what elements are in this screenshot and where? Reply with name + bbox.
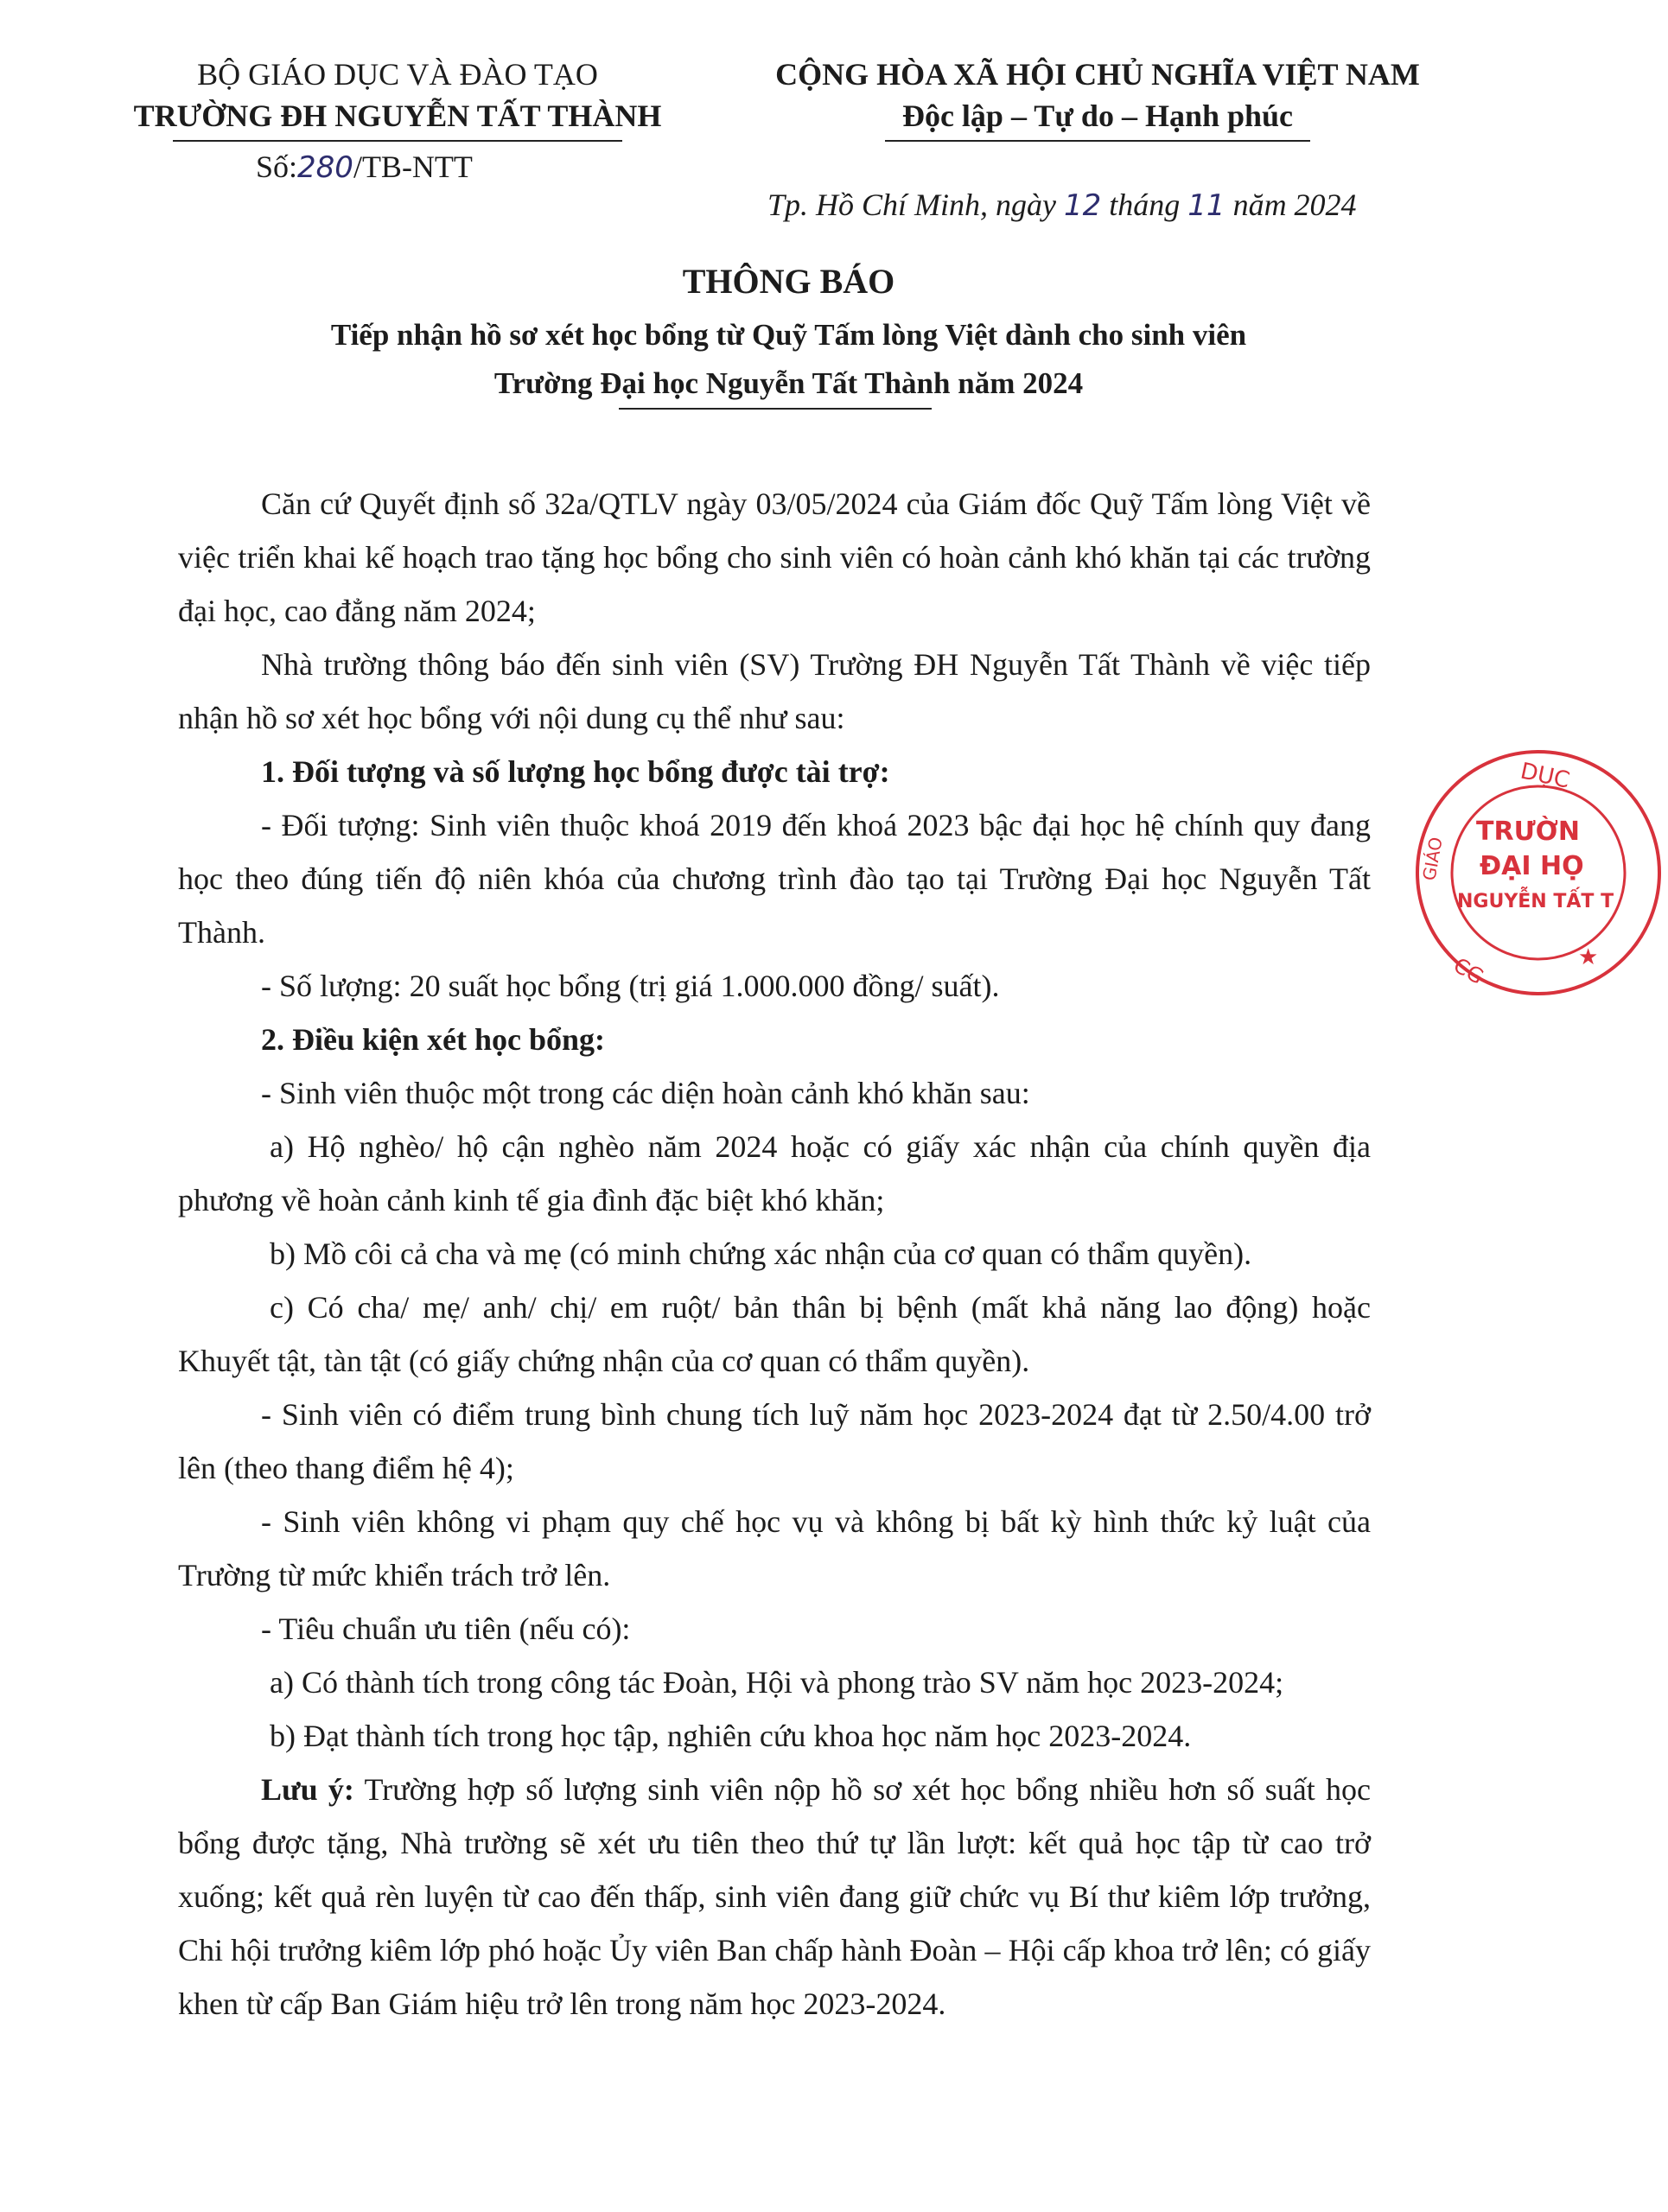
date-day-handwritten: 12 [1064, 188, 1102, 223]
nation-name: CỘNG HÒA XÃ HỘI CHỦ NGHĨA VIỆT NAM [775, 57, 1420, 92]
date-year: năm 2024 [1225, 188, 1357, 222]
seal-line-3: NGUYỄN TẤT T [1457, 891, 1614, 912]
paragraph-hardship-conditions: - Sinh viên thuộc một trong các diện hoàn cảnh khó khăn sau: [261, 1076, 1030, 1110]
seal-line-2: ĐẠI HỌ [1480, 851, 1584, 881]
subtitle-line-2: Trường Đại học Nguyễn Tất Thành năm 2024 [493, 366, 1084, 400]
priority-item-a: a) Có thành tích trong công tác Đoàn, Hội và phong trào SV năm học 2023-2024; [270, 1665, 1284, 1700]
motto-underline [885, 140, 1310, 142]
paragraph-gpa-requirement: - Sinh viên có điểm trung bình chung tích luỹ năm học 2023-2024 đạt từ 2.50/4.00 trở lên (theo thang điểm hệ 4); [178, 1397, 1371, 1485]
document-title: THÔNG BÁO [682, 262, 895, 301]
doc-number-handwritten: 280 [297, 150, 353, 185]
issuer-block [95, 54, 700, 142]
list-item-a: a) Hộ nghèo/ hộ cận nghèo năm 2024 hoặc có giấy xác nhận của chính quyền địa phương về hoàn cảnh kinh tế gia đình đặc biệt khó khăn; [178, 1129, 1371, 1217]
ministry-name: BỘ GIÁO DỤC VÀ ĐÀO TẠO [197, 57, 598, 92]
doc-number-suffix: /TB-NTT [353, 149, 473, 184]
nation-block [726, 54, 1469, 142]
seal-ring-left-text: GIÁO [1418, 835, 1447, 882]
section-heading-2: 2. Điều kiện xét học bổng: [261, 1022, 606, 1057]
title-underline [619, 408, 932, 410]
section-heading-1: 1. Đối tượng và số lượng học bổng được tài trợ: [261, 754, 890, 789]
paragraph-scholarship-quantity: - Số lượng: 20 suất học bổng (trị giá 1.000.000 đồng/ suất). [261, 969, 1000, 1003]
seal-ring-top-text: DỤC [1518, 758, 1572, 794]
paragraph-announcement: Nhà trường thông báo đến sinh viên (SV) Trường ĐH Nguyễn Tất Thành về việc tiếp nhận hồ sơ xét học bổng với nội dung cụ thể như sau: [178, 647, 1371, 735]
paragraph-legal-basis: Căn cứ Quyết định số 32a/QTLV ngày 03/05/2024 của Giám đốc Quỹ Tấm lòng Việt về việc triển khai kế hoạch trao tặng học bổng cho sinh viên có hoàn cảnh khó khăn tại các trường đại học, cao đẳng năm 2024; [178, 486, 1371, 628]
date-month-label: tháng [1101, 188, 1188, 222]
paragraph-priority-criteria: - Tiêu chuẩn ưu tiên (nếu có): [261, 1611, 631, 1646]
national-motto: Độc lập – Tự do – Hạnh phúc [901, 99, 1294, 133]
issuer-underline [173, 140, 622, 142]
date-city: Tp. Hồ Chí Minh, ngày [767, 188, 1065, 222]
date-month-handwritten: 11 [1187, 188, 1226, 223]
paragraph-note [178, 1763, 1371, 2031]
university-seal-stamp [1409, 743, 1668, 1002]
document-subtitle [0, 311, 1577, 408]
document-number [256, 149, 473, 185]
seal-line-1: TRƯỜN [1476, 817, 1580, 847]
university-name: TRƯỜNG ĐH NGUYỄN TẤT THÀNH [133, 99, 662, 133]
subtitle-line-1: Tiếp nhận hồ sơ xét học bổng từ Quỹ Tấm lòng Việt dành cho sinh viên [330, 318, 1247, 352]
document-body [178, 477, 1371, 2031]
paragraph-discipline-requirement: - Sinh viên không vi phạm quy chế học vụ và không bị bất kỳ hình thức kỷ luật của Trường từ mức khiển trách trở lên. [178, 1504, 1371, 1592]
seal-ring-bottom-text: CG [1449, 952, 1488, 989]
note-text: Trường hợp số lượng sinh viên nộp hồ sơ xét học bổng nhiều hơn số suất học bổng được tặng, Nhà trường sẽ xét ưu tiên theo thứ tự lần lượt: kết quả học tập từ cao trở xuống; kết quả rèn luyện từ cao đến thấp, sinh viên đang giữ chức vụ Bí thư kiêm lớp trưởng, Chi hội trưởng kiêm lớp phó hoặc Ủy viên Ban chấp hành Đoàn – Hội cấp khoa trở lên; có giấy khen từ cấp Ban Giám hiệu trở lên trong năm học 2023-2024. [178, 1772, 1372, 2021]
issue-date [767, 187, 1357, 223]
note-label: Lưu ý: [261, 1772, 354, 1807]
seal-star-icon: ★ [1578, 944, 1599, 970]
priority-item-b: b) Đạt thành tích trong học tập, nghiên cứu khoa học năm học 2023-2024. [270, 1719, 1192, 1753]
list-item-c: c) Có cha/ mẹ/ anh/ chị/ em ruột/ bản thân bị bệnh (mất khả năng lao động) hoặc Khuyết tật, tàn tật (có giấy chứng nhận của cơ quan có thẩm quyền). [178, 1290, 1371, 1378]
doc-number-prefix: Số: [256, 149, 298, 184]
list-item-b: b) Mồ côi cả cha và mẹ (có minh chứng xác nhận của cơ quan có thẩm quyền). [270, 1236, 1252, 1271]
paragraph-eligible-students: - Đối tượng: Sinh viên thuộc khoá 2019 đến khoá 2023 bậc đại học hệ chính quy đang học theo đúng tiến độ niên khóa của chương trình đào tạo tại Trường Đại học Nguyễn Tất Thành. [178, 808, 1371, 950]
